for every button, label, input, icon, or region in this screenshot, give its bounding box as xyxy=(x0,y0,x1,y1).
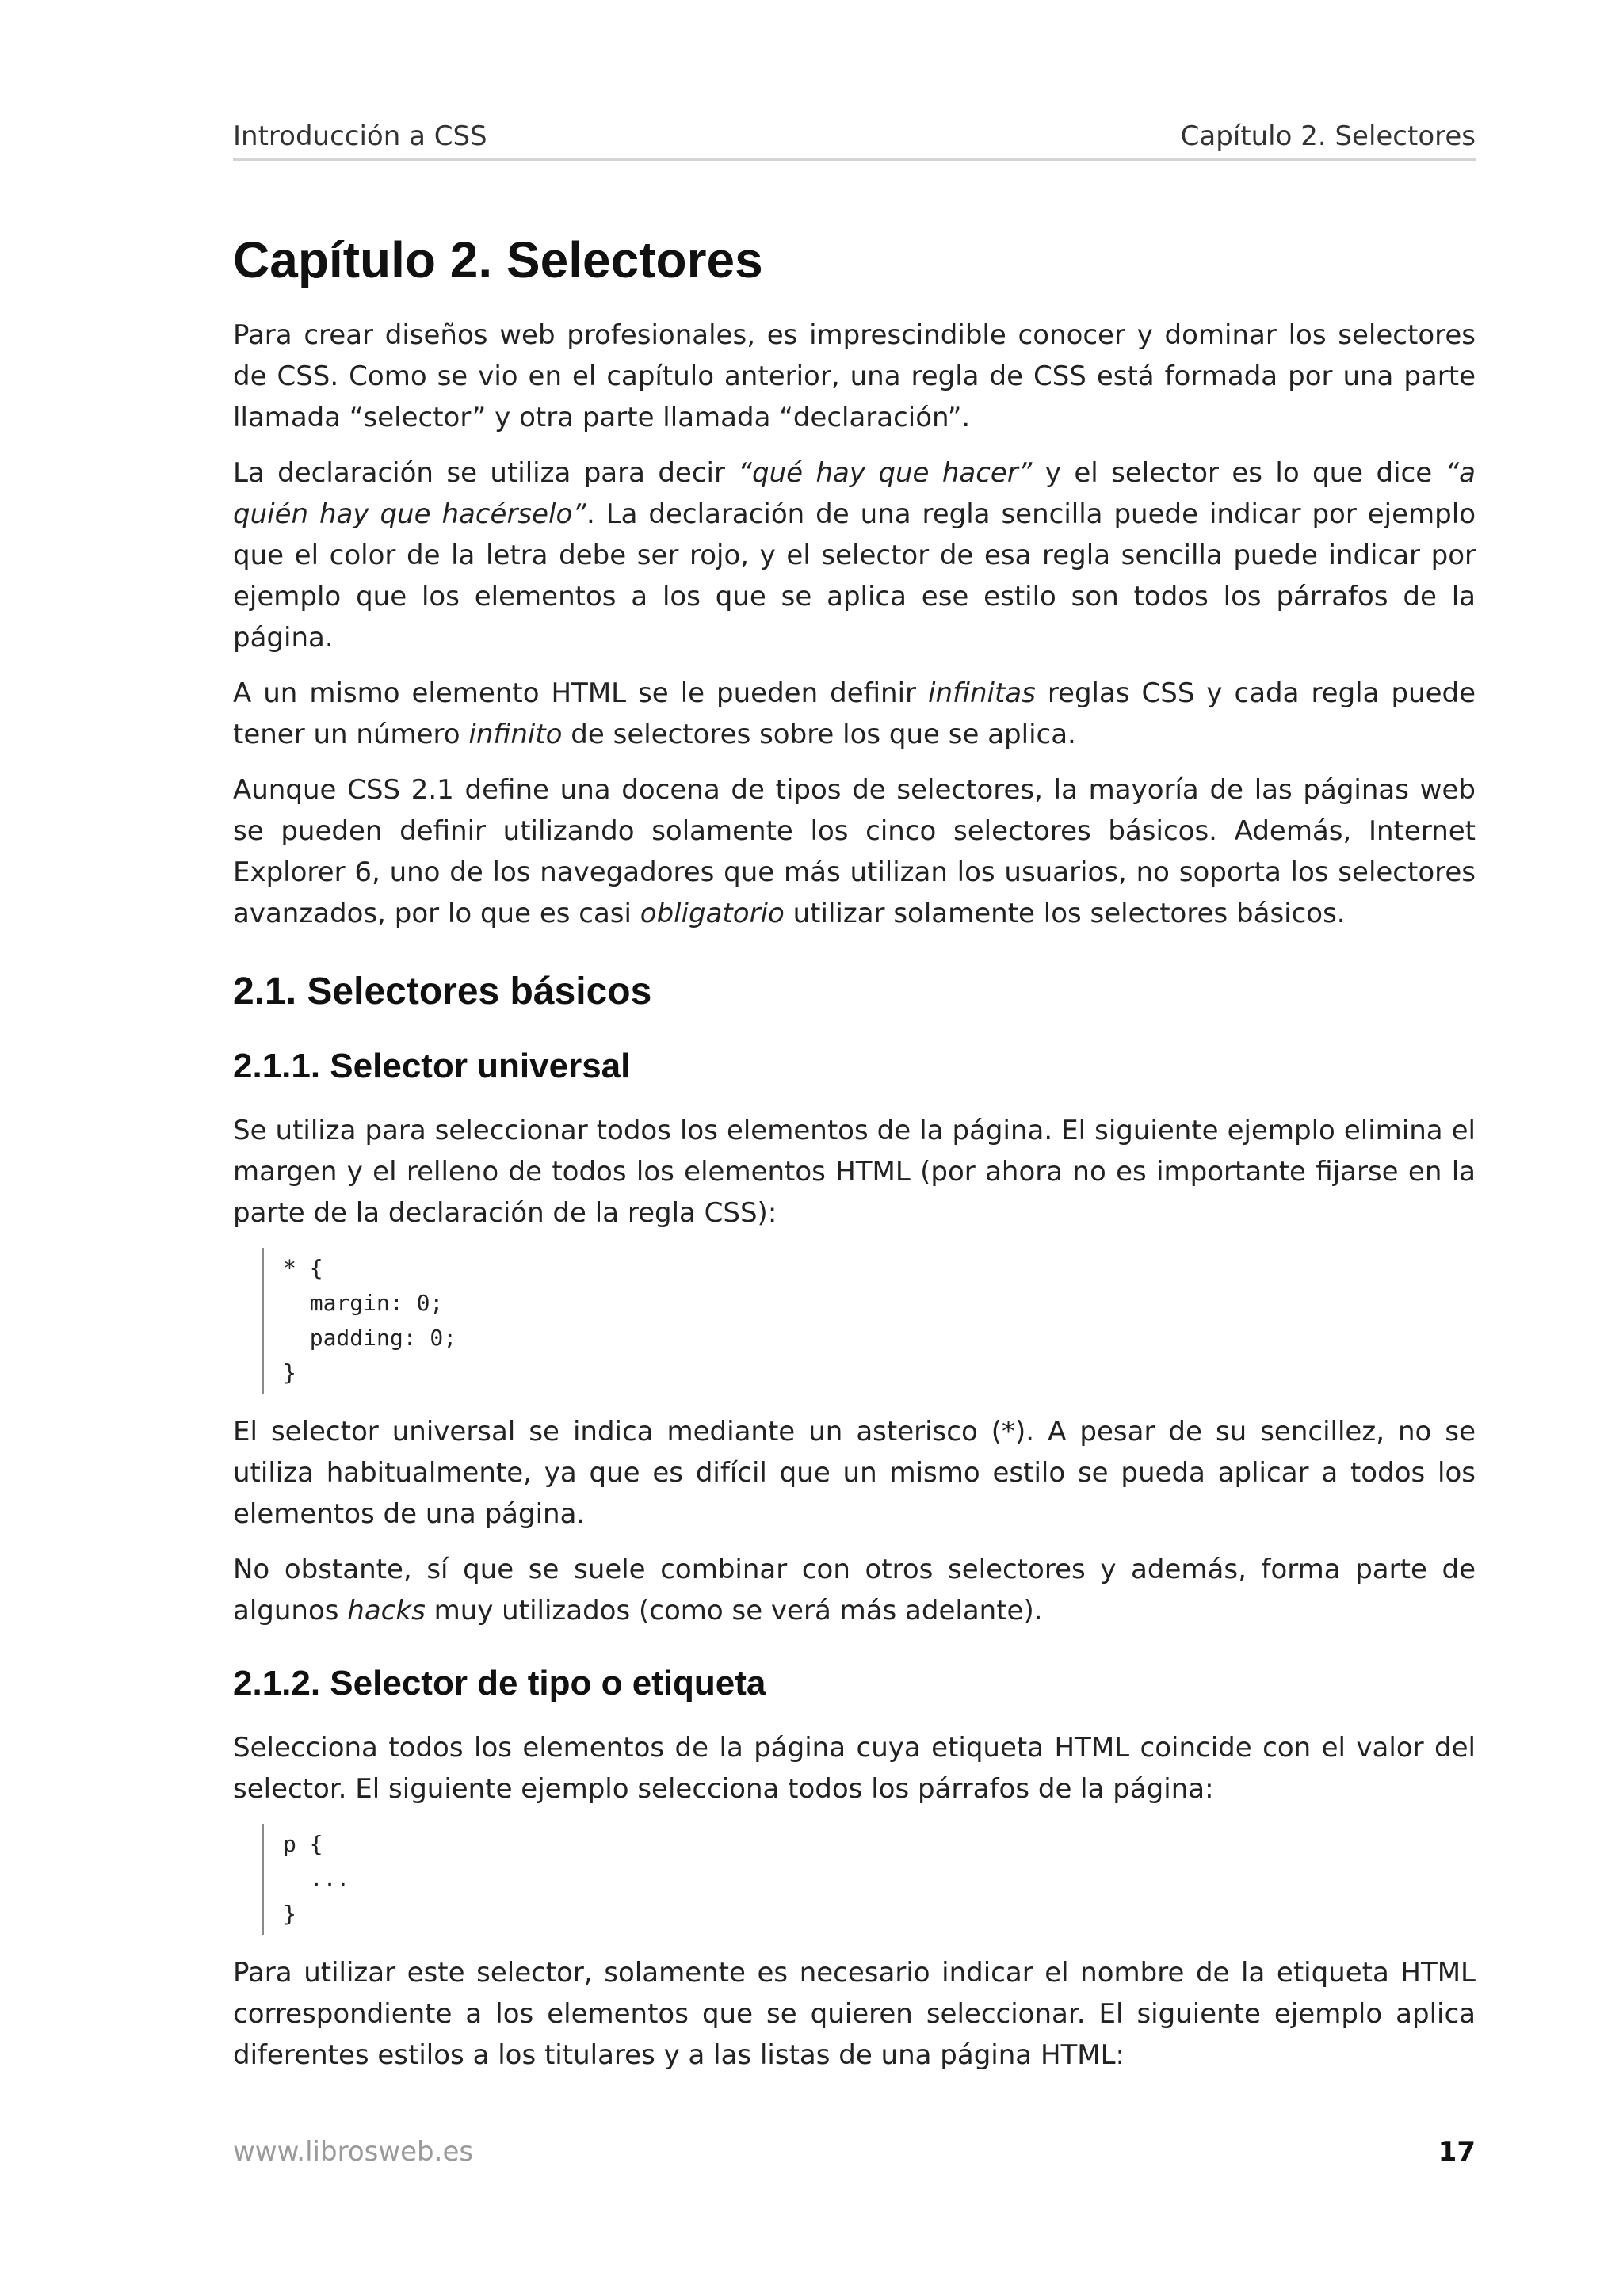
universal-paragraph-2: El selector universal se indica mediante un asterisco (*). A pesar de su sencillez, no se utiliza habitualmente, ya que es difícil que un mismo estilo se pueda aplicar a todos los elementos de una página. xyxy=(233,1416,1476,1531)
universal-paragraph-3 xyxy=(233,1549,1476,1631)
header-chapter-title: Capítulo 2. Selectores xyxy=(1180,120,1476,152)
text-run: reglas CSS y cada regla puede tener un número xyxy=(233,677,1476,750)
page-number: 17 xyxy=(1438,2136,1476,2168)
intro-paragraph-4 xyxy=(233,769,1476,934)
text-run: utilizar solamente los selectores básicos. xyxy=(784,897,1346,929)
code-block-type-selector: p { ... } xyxy=(262,1824,1476,1935)
intro-paragraph-3 xyxy=(233,673,1476,755)
text-run: Aunque CSS 2.1 define una docena de tipos de selectores, la mayoría de las páginas web se pueden definir utilizando solamente los cinco selectores básicos. Además, Internet Explorer 6, uno de los navegadores que más utilizan los usuarios, no soporta los selectores avanzados, por lo que es casi xyxy=(233,773,1476,929)
emphasis: hacks xyxy=(347,1595,426,1627)
footer-site-link[interactable]: www.librosweb.es xyxy=(233,2136,474,2168)
text-run: . La declaración de una regla sencilla puede indicar por ejemplo que el color de la letra debe ser rojo, y el selector de esa regla sencilla puede indicar por ejemplo que los elementos a los que se aplica ese estilo son todos los párrafos de la página. xyxy=(233,498,1476,654)
emphasis: “qué hay que hacer” xyxy=(738,456,1033,489)
page-footer xyxy=(233,2136,1476,2176)
running-header xyxy=(233,117,1476,161)
text-run: muy utilizados (como se verá más adelante). xyxy=(425,1595,1043,1627)
emphasis: infinito xyxy=(468,718,563,750)
universal-paragraph-1: Se utiliza para seleccionar todos los elementos de la página. El siguiente ejemplo elimina el margen y el relleno de todos los elementos HTML (por ahora no es importante fijarse en la parte de la declaración de la regla CSS): xyxy=(233,1115,1476,1230)
section-heading-basic-selectors: 2.1. Selectores básicos xyxy=(233,970,652,1013)
text-run: La declaración se utiliza para decir xyxy=(233,456,739,489)
emphasis: infinitas xyxy=(928,677,1036,709)
document-page xyxy=(233,0,1476,2296)
text-run: No obstante, sí que se suele combinar con otros selectores y además, forma parte de algunos xyxy=(233,1554,1476,1627)
chapter-title: Capítulo 2. Selectores xyxy=(233,231,763,288)
intro-paragraph-2 xyxy=(233,452,1476,658)
page-content xyxy=(233,230,1476,2090)
intro-paragraph-1: Para crear diseños web profesionales, es imprescindible conocer y dominar los selectores de CSS. Como se vio en el capítulo anterior, una regla de CSS está formada por una parte llamada “selector” y otra parte llamada “declaración”. xyxy=(233,318,1476,433)
code-block-universal: * { margin: 0; padding: 0; } xyxy=(262,1248,1476,1394)
text-run: de selectores sobre los que se aplica. xyxy=(562,718,1076,750)
subsection-heading-universal-selector: 2.1.1. Selector universal xyxy=(233,1047,631,1086)
text-run: A un mismo elemento HTML se le pueden definir xyxy=(233,677,928,709)
header-book-title: Introducción a CSS xyxy=(233,120,487,152)
type-selector-paragraph-2: Para utilizar este selector, solamente es necesario indicar el nombre de la etiqueta HTML correspondiente a los elementos que se quieren seleccionar. El siguiente ejemplo aplica diferentes estilos a los titulares y a las listas de una página HTML: xyxy=(233,1956,1476,2071)
emphasis: obligatorio xyxy=(640,897,785,929)
text-run: y el selector es lo que dice xyxy=(1032,456,1445,489)
emphasis: “a quién hay que hacérselo” xyxy=(233,456,1476,530)
type-selector-paragraph-1: Selecciona todos los elementos de la página cuya etiqueta HTML coincide con el valor del selector. El siguiente ejemplo selecciona todos los párrafos de la página: xyxy=(233,1731,1476,1805)
subsection-heading-type-selector: 2.1.2. Selector de tipo o etiqueta xyxy=(233,1664,766,1703)
